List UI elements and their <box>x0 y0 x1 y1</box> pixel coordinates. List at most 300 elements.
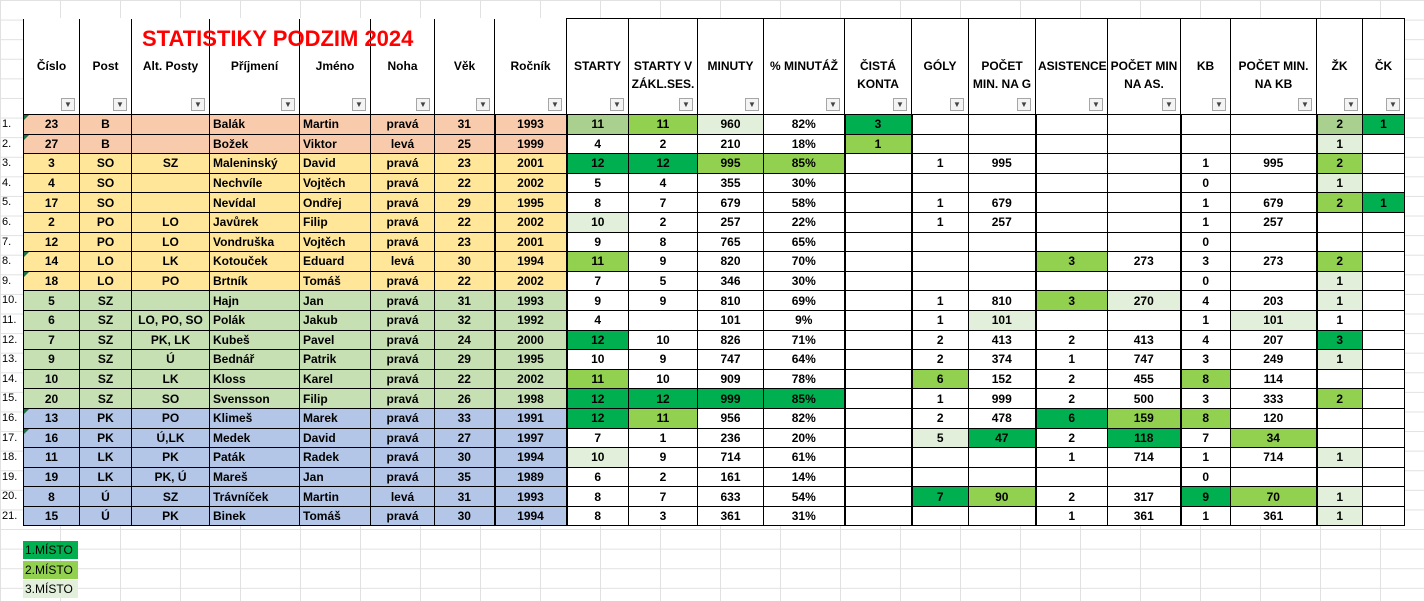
table-cell[interactable]: 101 <box>969 310 1036 330</box>
filter-dropdown-icon[interactable]: ▼ <box>1162 98 1176 111</box>
row-number[interactable]: 7. <box>2 235 12 248</box>
table-cell[interactable]: 3 <box>1181 252 1231 272</box>
table-cell[interactable]: Viktor <box>300 134 371 154</box>
table-cell[interactable] <box>845 448 912 468</box>
table-cell[interactable]: 30% <box>764 173 845 193</box>
row-number[interactable]: 12. <box>2 333 18 346</box>
table-cell[interactable]: 1 <box>1317 448 1363 468</box>
table-cell[interactable]: 956 <box>698 408 764 428</box>
row-number[interactable]: 4. <box>2 176 12 189</box>
table-cell[interactable] <box>1363 389 1405 409</box>
table-cell[interactable]: 71% <box>764 330 845 350</box>
filter-dropdown-icon[interactable]: ▼ <box>476 98 490 111</box>
table-cell[interactable]: pravá <box>371 193 435 213</box>
table-cell[interactable] <box>969 232 1036 252</box>
table-cell[interactable] <box>845 428 912 448</box>
table-cell[interactable]: 30% <box>764 271 845 291</box>
table-cell[interactable]: 11 <box>567 115 629 135</box>
table-cell[interactable]: 11 <box>567 252 629 272</box>
table-cell[interactable] <box>1181 134 1231 154</box>
table-cell[interactable] <box>1317 232 1363 252</box>
table-cell[interactable]: 249 <box>1231 350 1317 370</box>
table-cell[interactable]: 2001 <box>495 232 567 252</box>
table-cell[interactable]: PK <box>132 506 210 526</box>
table-cell[interactable]: 1 <box>1181 193 1231 213</box>
table-cell[interactable]: 2 <box>1317 154 1363 174</box>
table-cell[interactable]: 1 <box>1036 506 1108 526</box>
table-cell[interactable] <box>845 389 912 409</box>
table-cell[interactable]: SZ <box>80 291 132 311</box>
table-cell[interactable] <box>1363 330 1405 350</box>
table-cell[interactable] <box>845 154 912 174</box>
table-cell[interactable]: 0 <box>1181 467 1231 487</box>
table-cell[interactable]: 810 <box>698 291 764 311</box>
row-number[interactable]: 2. <box>2 137 12 150</box>
table-cell[interactable]: 2 <box>629 134 698 154</box>
table-cell[interactable]: pravá <box>371 389 435 409</box>
table-cell[interactable]: 29 <box>435 193 495 213</box>
table-cell[interactable]: pravá <box>371 232 435 252</box>
table-cell[interactable]: pravá <box>371 350 435 370</box>
table-cell[interactable] <box>845 232 912 252</box>
table-cell[interactable]: 69% <box>764 291 845 311</box>
table-cell[interactable]: 58% <box>764 193 845 213</box>
table-cell[interactable]: 10 <box>629 369 698 389</box>
table-cell[interactable]: 1 <box>1363 193 1405 213</box>
table-cell[interactable] <box>969 134 1036 154</box>
table-cell[interactable]: 478 <box>969 408 1036 428</box>
filter-dropdown-icon[interactable]: ▼ <box>416 98 430 111</box>
table-cell[interactable]: 679 <box>969 193 1036 213</box>
table-cell[interactable] <box>1231 115 1317 135</box>
table-cell[interactable]: 3 <box>24 154 80 174</box>
table-cell[interactable]: 2 <box>1036 389 1108 409</box>
table-cell[interactable]: 114 <box>1231 369 1317 389</box>
table-cell[interactable]: 20% <box>764 428 845 448</box>
column-header[interactable] <box>1363 19 1405 115</box>
table-cell[interactable]: 22 <box>435 173 495 193</box>
table-cell[interactable] <box>1363 173 1405 193</box>
table-cell[interactable]: 679 <box>1231 193 1317 213</box>
table-cell[interactable]: 1 <box>1317 173 1363 193</box>
table-cell[interactable]: 29 <box>435 350 495 370</box>
table-cell[interactable]: 70 <box>1231 487 1317 507</box>
table-cell[interactable]: 2 <box>1317 252 1363 272</box>
table-cell[interactable]: 361 <box>698 506 764 526</box>
table-cell[interactable]: 257 <box>969 212 1036 232</box>
filter-dropdown-icon[interactable]: ▼ <box>191 98 205 111</box>
table-cell[interactable]: 47 <box>969 428 1036 448</box>
table-cell[interactable]: David <box>300 428 371 448</box>
table-cell[interactable]: 3 <box>1036 291 1108 311</box>
table-cell[interactable]: 679 <box>698 193 764 213</box>
filter-dropdown-icon[interactable]: ▼ <box>1386 98 1400 111</box>
column-header[interactable] <box>845 19 912 115</box>
table-cell[interactable]: 1 <box>629 428 698 448</box>
table-cell[interactable] <box>1363 212 1405 232</box>
table-cell[interactable]: 70% <box>764 252 845 272</box>
table-cell[interactable]: pravá <box>371 115 435 135</box>
table-cell[interactable]: 2 <box>1036 330 1108 350</box>
table-cell[interactable]: 346 <box>698 271 764 291</box>
table-cell[interactable] <box>1036 134 1108 154</box>
row-number[interactable]: 6. <box>2 216 12 228</box>
table-cell[interactable]: 85% <box>764 389 845 409</box>
table-cell[interactable]: 11 <box>629 408 698 428</box>
table-cell[interactable]: 17 <box>24 193 80 213</box>
row-number[interactable]: 1. <box>2 118 12 130</box>
table-cell[interactable]: 11 <box>567 369 629 389</box>
table-cell[interactable] <box>1317 369 1363 389</box>
table-cell[interactable] <box>1181 115 1231 135</box>
row-number[interactable]: 13. <box>2 353 18 366</box>
table-cell[interactable]: Tomáš <box>300 271 371 291</box>
table-cell[interactable]: 7 <box>629 193 698 213</box>
table-cell[interactable]: 22 <box>435 212 495 232</box>
table-cell[interactable] <box>969 506 1036 526</box>
table-cell[interactable] <box>132 134 210 154</box>
table-cell[interactable]: Filip <box>300 212 371 232</box>
table-cell[interactable]: 1 <box>1181 212 1231 232</box>
table-cell[interactable]: 22% <box>764 212 845 232</box>
table-cell[interactable]: 61% <box>764 448 845 468</box>
table-cell[interactable]: 18% <box>764 134 845 154</box>
table-cell[interactable] <box>1363 310 1405 330</box>
row-number[interactable]: 20. <box>2 490 18 503</box>
table-cell[interactable]: Karel <box>300 369 371 389</box>
table-cell[interactable] <box>969 173 1036 193</box>
table-cell[interactable]: 273 <box>1108 252 1181 272</box>
table-cell[interactable] <box>132 291 210 311</box>
table-cell[interactable]: 8 <box>24 487 80 507</box>
table-cell[interactable]: 8 <box>567 193 629 213</box>
table-cell[interactable]: 0 <box>1181 271 1231 291</box>
table-cell[interactable]: 32 <box>435 310 495 330</box>
table-cell[interactable]: 12 <box>629 389 698 409</box>
table-cell[interactable]: Ú <box>132 350 210 370</box>
table-cell[interactable]: 31 <box>435 487 495 507</box>
table-cell[interactable]: SO <box>132 389 210 409</box>
table-cell[interactable]: 9 <box>567 232 629 252</box>
table-cell[interactable]: 12 <box>567 330 629 350</box>
table-cell[interactable]: 4 <box>1181 291 1231 311</box>
table-cell[interactable]: 333 <box>1231 389 1317 409</box>
table-cell[interactable] <box>1036 212 1108 232</box>
table-cell[interactable]: Radek <box>300 448 371 468</box>
table-cell[interactable]: 1 <box>912 291 969 311</box>
table-cell[interactable]: 6 <box>1036 408 1108 428</box>
table-cell[interactable]: Vojtěch <box>300 232 371 252</box>
table-cell[interactable]: 8 <box>567 487 629 507</box>
table-cell[interactable]: Kotouček <box>210 252 300 272</box>
table-cell[interactable]: SZ <box>80 350 132 370</box>
table-cell[interactable]: 7 <box>567 271 629 291</box>
table-cell[interactable]: 82% <box>764 408 845 428</box>
table-cell[interactable]: 2 <box>24 212 80 232</box>
filter-dropdown-icon[interactable]: ▼ <box>113 98 127 111</box>
table-cell[interactable]: Vondruška <box>210 232 300 252</box>
table-cell[interactable]: 9 <box>629 291 698 311</box>
table-cell[interactable]: 995 <box>969 154 1036 174</box>
table-cell[interactable]: 12 <box>567 408 629 428</box>
table-cell[interactable]: 1993 <box>495 115 567 135</box>
table-cell[interactable]: 4 <box>567 310 629 330</box>
table-cell[interactable]: 361 <box>1231 506 1317 526</box>
table-cell[interactable] <box>1108 173 1181 193</box>
table-cell[interactable]: 5 <box>912 428 969 448</box>
table-cell[interactable]: pravá <box>371 467 435 487</box>
table-cell[interactable]: pravá <box>371 173 435 193</box>
filter-dropdown-icon[interactable]: ▼ <box>950 98 964 111</box>
table-cell[interactable] <box>845 330 912 350</box>
table-cell[interactable]: SZ <box>80 310 132 330</box>
table-cell[interactable]: 5 <box>629 271 698 291</box>
table-cell[interactable]: 1989 <box>495 467 567 487</box>
table-cell[interactable]: 22 <box>435 271 495 291</box>
table-cell[interactable]: 1999 <box>495 134 567 154</box>
table-cell[interactable]: Kloss <box>210 369 300 389</box>
column-header[interactable] <box>1036 19 1108 115</box>
table-cell[interactable] <box>912 173 969 193</box>
table-cell[interactable]: 207 <box>1231 330 1317 350</box>
table-cell[interactable]: 2 <box>1317 193 1363 213</box>
table-cell[interactable]: 1995 <box>495 350 567 370</box>
table-cell[interactable]: PK, Ú <box>132 467 210 487</box>
table-cell[interactable] <box>1036 193 1108 213</box>
column-header[interactable] <box>24 19 80 115</box>
filter-dropdown-icon[interactable]: ▼ <box>826 98 840 111</box>
table-cell[interactable] <box>1363 428 1405 448</box>
table-cell[interactable]: LK <box>80 467 132 487</box>
table-cell[interactable] <box>845 487 912 507</box>
table-cell[interactable]: 1993 <box>495 487 567 507</box>
table-cell[interactable] <box>1317 428 1363 448</box>
table-cell[interactable]: 355 <box>698 173 764 193</box>
table-cell[interactable]: 1 <box>845 134 912 154</box>
table-cell[interactable]: PK <box>132 448 210 468</box>
table-cell[interactable]: SZ <box>132 154 210 174</box>
table-cell[interactable] <box>132 115 210 135</box>
table-cell[interactable]: LO <box>132 232 210 252</box>
table-cell[interactable] <box>845 369 912 389</box>
table-cell[interactable]: 257 <box>698 212 764 232</box>
table-cell[interactable] <box>1363 154 1405 174</box>
column-header[interactable] <box>435 19 495 115</box>
table-cell[interactable] <box>912 115 969 135</box>
table-cell[interactable] <box>1363 291 1405 311</box>
table-cell[interactable]: 1992 <box>495 310 567 330</box>
table-cell[interactable]: 1 <box>1363 115 1405 135</box>
table-cell[interactable]: Ondřej <box>300 193 371 213</box>
table-cell[interactable]: LO, PO, SO <box>132 310 210 330</box>
table-cell[interactable] <box>1036 467 1108 487</box>
table-cell[interactable]: pravá <box>371 428 435 448</box>
table-cell[interactable]: 2 <box>629 212 698 232</box>
table-cell[interactable]: 714 <box>1108 448 1181 468</box>
table-cell[interactable]: 7 <box>629 487 698 507</box>
table-cell[interactable]: 30 <box>435 448 495 468</box>
table-cell[interactable] <box>912 134 969 154</box>
table-cell[interactable] <box>1317 408 1363 428</box>
table-cell[interactable]: 810 <box>969 291 1036 311</box>
table-cell[interactable]: 1995 <box>495 193 567 213</box>
table-cell[interactable] <box>1363 506 1405 526</box>
table-cell[interactable]: 3 <box>1181 350 1231 370</box>
table-cell[interactable] <box>969 271 1036 291</box>
column-header[interactable] <box>912 19 969 115</box>
table-cell[interactable] <box>1231 173 1317 193</box>
row-number[interactable]: 5. <box>2 196 12 209</box>
table-cell[interactable]: SZ <box>80 389 132 409</box>
table-cell[interactable]: B <box>80 134 132 154</box>
table-cell[interactable]: Trávníček <box>210 487 300 507</box>
table-cell[interactable]: 27 <box>435 428 495 448</box>
table-cell[interactable]: 1 <box>1317 487 1363 507</box>
table-cell[interactable]: 4 <box>1181 330 1231 350</box>
table-cell[interactable]: 3 <box>1181 389 1231 409</box>
table-cell[interactable]: PK <box>80 408 132 428</box>
table-cell[interactable] <box>969 467 1036 487</box>
table-cell[interactable] <box>845 252 912 272</box>
table-cell[interactable]: 78% <box>764 369 845 389</box>
table-cell[interactable]: 1 <box>1317 134 1363 154</box>
table-cell[interactable]: 8 <box>1181 369 1231 389</box>
table-cell[interactable]: 12 <box>567 389 629 409</box>
table-cell[interactable] <box>1036 232 1108 252</box>
table-cell[interactable]: PO <box>132 408 210 428</box>
table-cell[interactable]: 1 <box>1317 271 1363 291</box>
column-header[interactable] <box>1231 19 1317 115</box>
table-cell[interactable]: SZ <box>132 487 210 507</box>
table-cell[interactable]: 12 <box>24 232 80 252</box>
table-cell[interactable]: Božek <box>210 134 300 154</box>
table-cell[interactable] <box>1231 467 1317 487</box>
row-number[interactable]: 18. <box>2 451 18 464</box>
table-cell[interactable]: Filip <box>300 389 371 409</box>
table-cell[interactable]: 5 <box>24 291 80 311</box>
table-cell[interactable]: Jan <box>300 291 371 311</box>
table-cell[interactable]: Javůrek <box>210 212 300 232</box>
table-cell[interactable]: 18 <box>24 271 80 291</box>
table-cell[interactable]: 999 <box>698 389 764 409</box>
table-cell[interactable]: pravá <box>371 212 435 232</box>
table-cell[interactable]: 500 <box>1108 389 1181 409</box>
table-cell[interactable] <box>912 232 969 252</box>
table-cell[interactable]: 317 <box>1108 487 1181 507</box>
table-cell[interactable]: 3 <box>629 506 698 526</box>
table-cell[interactable]: PO <box>80 232 132 252</box>
table-cell[interactable]: PK, LK <box>132 330 210 350</box>
table-cell[interactable] <box>1036 173 1108 193</box>
legend-item[interactable]: 1.MÍSTO <box>23 541 78 559</box>
table-cell[interactable]: 2 <box>1317 389 1363 409</box>
table-cell[interactable]: pravá <box>371 330 435 350</box>
table-cell[interactable]: Vojtěch <box>300 173 371 193</box>
table-cell[interactable]: 826 <box>698 330 764 350</box>
filter-dropdown-icon[interactable]: ▼ <box>548 98 562 111</box>
table-cell[interactable] <box>1317 212 1363 232</box>
table-cell[interactable]: 90 <box>969 487 1036 507</box>
table-cell[interactable]: 1 <box>1036 350 1108 370</box>
table-cell[interactable]: 3 <box>1317 330 1363 350</box>
filter-dropdown-icon[interactable]: ▼ <box>1089 98 1103 111</box>
filter-dropdown-icon[interactable]: ▼ <box>745 98 759 111</box>
table-cell[interactable]: PO <box>132 271 210 291</box>
table-cell[interactable]: 14 <box>24 252 80 272</box>
table-cell[interactable] <box>1317 467 1363 487</box>
table-cell[interactable]: 909 <box>698 369 764 389</box>
table-cell[interactable]: 374 <box>969 350 1036 370</box>
table-cell[interactable]: 10 <box>629 330 698 350</box>
table-cell[interactable]: 161 <box>698 467 764 487</box>
table-cell[interactable] <box>1108 212 1181 232</box>
table-cell[interactable]: Jakub <box>300 310 371 330</box>
filter-dropdown-icon[interactable]: ▼ <box>61 98 75 111</box>
table-cell[interactable]: 1 <box>1317 350 1363 370</box>
table-cell[interactable]: Tomáš <box>300 506 371 526</box>
table-cell[interactable] <box>1363 350 1405 370</box>
table-cell[interactable]: 765 <box>698 232 764 252</box>
table-cell[interactable]: 22 <box>435 369 495 389</box>
table-cell[interactable] <box>1108 154 1181 174</box>
table-cell[interactable]: LO <box>132 212 210 232</box>
table-cell[interactable] <box>1036 154 1108 174</box>
table-cell[interactable]: PK <box>80 428 132 448</box>
table-cell[interactable]: 8 <box>567 506 629 526</box>
table-cell[interactable]: LO <box>80 252 132 272</box>
table-cell[interactable]: 27 <box>24 134 80 154</box>
table-cell[interactable]: 118 <box>1108 428 1181 448</box>
table-cell[interactable]: 203 <box>1231 291 1317 311</box>
column-header[interactable] <box>567 19 629 115</box>
table-cell[interactable]: 1994 <box>495 506 567 526</box>
table-cell[interactable]: 9 <box>629 252 698 272</box>
table-cell[interactable]: SZ <box>80 369 132 389</box>
table-cell[interactable]: 6 <box>567 467 629 487</box>
table-cell[interactable]: 23 <box>435 154 495 174</box>
column-header[interactable] <box>495 19 567 115</box>
table-cell[interactable] <box>1108 232 1181 252</box>
table-cell[interactable]: Jan <box>300 467 371 487</box>
table-cell[interactable]: 1991 <box>495 408 567 428</box>
table-cell[interactable]: Ú <box>80 506 132 526</box>
column-header[interactable] <box>1181 19 1231 115</box>
table-cell[interactable]: Marek <box>300 408 371 428</box>
table-cell[interactable]: Mareš <box>210 467 300 487</box>
table-cell[interactable] <box>1231 232 1317 252</box>
filter-dropdown-icon[interactable]: ▼ <box>1017 98 1031 111</box>
table-cell[interactable]: 64% <box>764 350 845 370</box>
table-cell[interactable]: 31 <box>435 115 495 135</box>
table-cell[interactable]: 3 <box>845 115 912 135</box>
table-cell[interactable] <box>969 252 1036 272</box>
table-cell[interactable]: 1 <box>912 310 969 330</box>
table-cell[interactable]: Polák <box>210 310 300 330</box>
row-number[interactable]: 8. <box>2 255 12 268</box>
row-number[interactable]: 21. <box>2 510 18 522</box>
table-cell[interactable]: SO <box>80 154 132 174</box>
table-cell[interactable] <box>1108 310 1181 330</box>
column-header[interactable] <box>1108 19 1181 115</box>
table-cell[interactable]: 2 <box>1317 115 1363 135</box>
table-cell[interactable]: 11 <box>629 115 698 135</box>
table-cell[interactable] <box>1108 271 1181 291</box>
table-cell[interactable]: 25 <box>435 134 495 154</box>
table-cell[interactable] <box>1363 252 1405 272</box>
table-cell[interactable] <box>845 310 912 330</box>
table-cell[interactable]: 1 <box>1036 448 1108 468</box>
table-cell[interactable] <box>912 506 969 526</box>
